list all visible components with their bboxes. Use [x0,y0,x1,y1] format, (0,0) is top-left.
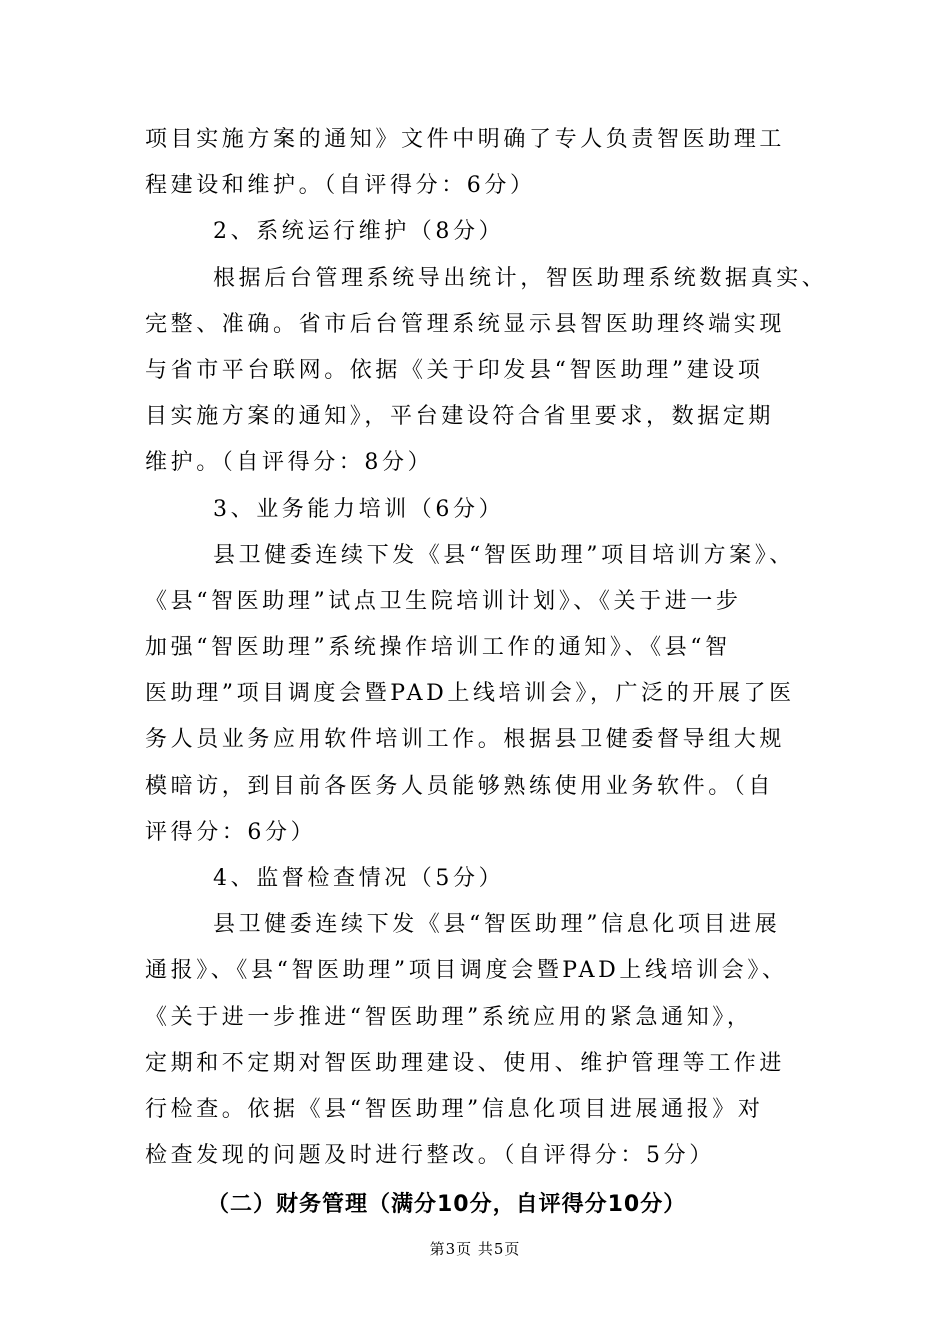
subsection-heading: 3、业务能力培训（6分） [213,496,505,522]
paragraph-line: 通报》、《县“智医助理”项目调度会暨PAD上线培训会》、 [145,958,788,984]
paragraph-line: 加强“智医助理”系统操作培训工作的通知》、《县“智 [145,635,731,661]
paragraph-line: 评得分：6分） [145,819,317,845]
paragraph-line: 项目实施方案的通知》文件中明确了专人负责智医助理工 [145,127,786,152]
paragraph-line: 《县“智医助理”试点卫生院培训计划》、《关于进一步 [145,588,742,614]
paragraph-line: 程建设和维护。（自评得分：6分） [145,173,536,199]
paragraph-line: 模暗访，到目前各医务人员能够熟练使用业务软件。（自 [145,773,775,799]
paragraph-line: 务人员业务应用软件培训工作。根据县卫健委督导组大规 [145,727,786,753]
paragraph-line: 维护。（自评得分：8分） [145,450,434,476]
paragraph-line: 县卫健委连续下发《县“智医助理”信息化项目进展 [213,912,781,938]
paragraph-line: 检查发现的问题及时进行整改。（自评得分：5分） [145,1143,715,1169]
paragraph-line: 与省市平台联网。依据《关于印发县“智医助理”建设项 [145,357,764,383]
page-footer: 第3页 共5页 [429,1240,521,1258]
paragraph-line: 《关于进一步推进“智医助理”系统应用的紧急通知》， [145,1004,753,1030]
paragraph-line: 目实施方案的通知》，平台建设符合省里要求，数据定期 [145,404,775,430]
paragraph-line: 根据后台管理系统导出统计，智医助理系统数据真实、 [213,265,828,291]
body-text [145,117,828,1226]
section-heading: （二）财务管理（满分10分，自评得分10分） [207,1192,687,1218]
subsection-heading: 4、监督检查情况（5分） [213,866,505,891]
subsection-heading: 2、系统运行维护（8分） [213,219,505,245]
paragraph-line: 行检查。依据《县“智医助理”信息化项目进展通报》对 [145,1096,764,1122]
paragraph-line: 医助理”项目调度会暨PAD上线培训会》，广泛的开展了医 [145,681,795,707]
paragraph-line: 完整、准确。省市后台管理系统显示县智医助理终端实现 [145,311,786,337]
paragraph-line: 县卫健委连续下发《县“智医助理”项目培训方案》、 [213,542,795,568]
paragraph-line: 定期和不定期对智医助理建设、使用、维护管理等工作进 [145,1050,786,1076]
